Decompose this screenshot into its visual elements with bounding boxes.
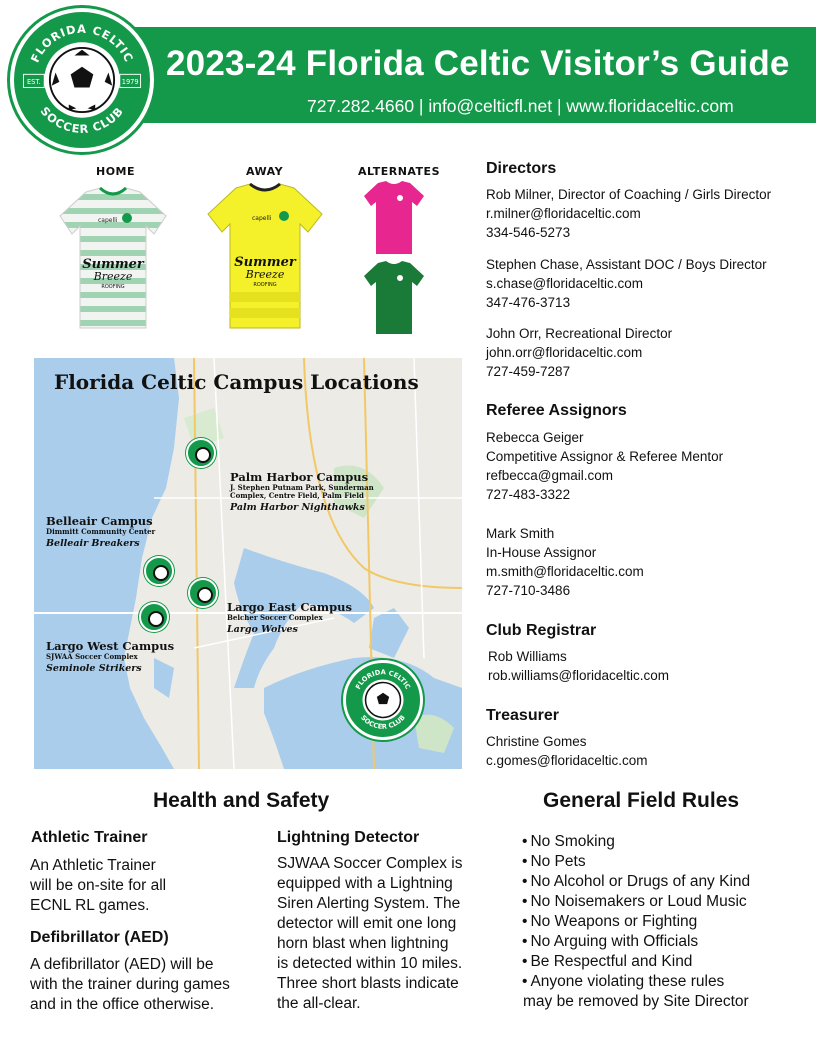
referee-phone[interactable]: 727-710-3486 [486,583,571,598]
campus-location: SJWAA Soccer Complex [46,652,138,661]
campus-team: Palm Harbor Nighthawks [230,502,365,514]
referee-role: In-House Assignor [486,545,597,560]
registrar-name: Rob Williams [488,649,567,664]
directors-heading: Directors [486,160,557,177]
rule-continuation: may be removed by Site Director [523,993,749,1010]
text-line: Three short blasts indicate [277,975,459,992]
director-name: Stephen Chase, Assistant DOC / Boys Director [486,257,767,272]
home-sponsor-line2: Breeze [93,270,133,283]
rule-item: • No Pets [522,852,750,872]
home-sponsor-line3: ROOFING [101,284,125,290]
registrar-heading: Club Registrar [486,622,597,639]
text-line: SJWAA Soccer Complex is [277,855,463,872]
home-brand: capelli [98,217,118,224]
director-email[interactable]: r.milner@floridaceltic.com [486,206,641,221]
aed-text [30,955,230,1015]
logo-year: 1979 [121,77,139,86]
director-name: Rob Milner, Director of Coaching / Girls Director [486,187,772,202]
rule-item: • No Weapons or Fighting [522,912,750,932]
referee-name: Mark Smith [486,526,555,541]
field-rules-heading: General Field Rules [543,789,740,812]
away-sponsor-line2: Breeze [245,268,285,281]
palm-harbor-campus-label [230,470,380,513]
campus-name: Largo East Campus [227,600,352,614]
home-kit-label: HOME [96,165,136,178]
map-club-logo [343,660,423,740]
treasurer-heading: Treasurer [486,707,559,724]
alternate-green-jersey-image [362,260,426,336]
referee-assignors-heading: Referee Assignors [486,402,627,419]
campus-name: Largo West Campus [46,639,175,653]
largo-east-campus-label [227,600,352,635]
treasurer-name: Christine Gomes [486,734,587,749]
referee-role: Competitive Assignor & Referee Mentor [486,449,724,464]
header-contact[interactable]: 727.282.4660 | info@celticfl.net | www.floridaceltic.com [307,96,734,116]
referee-name: Rebecca Geiger [486,430,584,445]
text-line: ECNL RL games. [30,897,150,914]
registrar-email[interactable]: rob.williams@floridaceltic.com [488,668,669,683]
health-safety-heading: Health and Safety [153,789,330,812]
text-line: detector will emit one long [277,915,457,932]
rule-item: • Anyone violating these rules [522,972,750,992]
athletic-trainer-text [30,856,166,916]
text-line: will be on-site for all [30,877,167,894]
largo-west-map-pin[interactable] [139,602,169,632]
logo-top-text: FLORIDA CELTIC [27,21,137,65]
campus-location: Belcher Soccer Complex [227,613,323,622]
alternate-pink-jersey-image [362,180,426,256]
text-line: with the trainer during games [30,976,230,993]
treasurer-email[interactable]: c.gomes@floridaceltic.com [486,753,648,768]
alternates-kit-label: ALTERNATES [358,165,440,178]
rule-item: • Be Respectful and Kind [522,952,750,972]
page-title: 2023-24 Florida Celtic Visitor’s Guide [166,44,790,83]
palm-harbor-map-pin[interactable] [186,438,216,468]
campus-team: Seminole Strikers [46,663,142,675]
club-logo [10,8,154,152]
text-line: equipped with a Lightning [277,875,453,892]
rule-item: • No Alcohol or Drugs of any Kind [522,872,750,892]
campus-location: J. Stephen Putnam Park, Sunderman Complex, Centre Field, Palm Field [230,483,374,501]
field-rules-list [522,832,750,992]
belleair-campus-label [46,514,155,549]
director-name: John Orr, Recreational Director [486,326,673,341]
rule-item: • No Arguing with Officials [522,932,750,952]
largo-east-map-pin[interactable] [188,578,218,608]
athletic-trainer-heading: Athletic Trainer [31,829,148,846]
away-kit-label: AWAY [246,165,284,178]
campus-name: Belleair Campus [46,514,153,528]
largo-west-campus-label [46,639,174,674]
map-logo-bottom-text: SOCCER CLUB [359,713,407,731]
map-logo-top-text: FLORIDA CELTIC [354,668,412,691]
belleair-map-pin[interactable] [144,556,174,586]
text-line: the all-clear. [277,995,361,1012]
home-sponsor-line1: Summer [82,257,144,272]
away-brand: capelli [252,215,272,222]
logo-est: EST. [26,77,41,86]
away-sponsor-line3: ROOFING [253,282,277,288]
lightning-detector-text [277,854,462,1014]
map-title: Florida Celtic Campus Locations [54,370,419,394]
campus-team: Belleair Breakers [46,538,140,550]
director-phone[interactable]: 334-546-5273 [486,225,571,240]
rule-item: • No Noisemakers or Loud Music [522,892,750,912]
text-line: and in the office otherwise. [30,996,215,1013]
director-phone[interactable]: 347-476-3713 [486,295,571,310]
referee-email[interactable]: m.smith@floridaceltic.com [486,564,644,579]
campus-team: Largo Wolves [227,624,298,636]
text-line: horn blast when lightning [277,935,449,952]
text-line: is detected within 10 miles. [277,955,463,972]
home-jersey-image [56,186,170,332]
director-email[interactable]: john.orr@floridaceltic.com [486,345,643,360]
away-jersey-image [204,182,326,332]
text-line: Siren Alerting System. The [277,895,461,912]
lightning-detector-heading: Lightning Detector [277,829,420,846]
aed-heading: Defibrillator (AED) [30,929,169,946]
campus-name: Palm Harbor Campus [230,470,369,484]
away-sponsor-line1: Summer [234,255,296,270]
text-line: A defibrillator (AED) will be [30,956,214,973]
logo-bottom-text: SOCCER CLUB [37,103,127,137]
campus-location: Dimmitt Community Center [46,527,156,536]
text-line: An Athletic Trainer [30,857,156,874]
director-email[interactable]: s.chase@floridaceltic.com [486,276,644,291]
director-phone[interactable]: 727-459-7287 [486,364,571,379]
referee-email[interactable]: refbecca@gmail.com [486,468,613,483]
referee-phone[interactable]: 727-483-3322 [486,487,571,502]
rule-item: • No Smoking [522,832,750,852]
